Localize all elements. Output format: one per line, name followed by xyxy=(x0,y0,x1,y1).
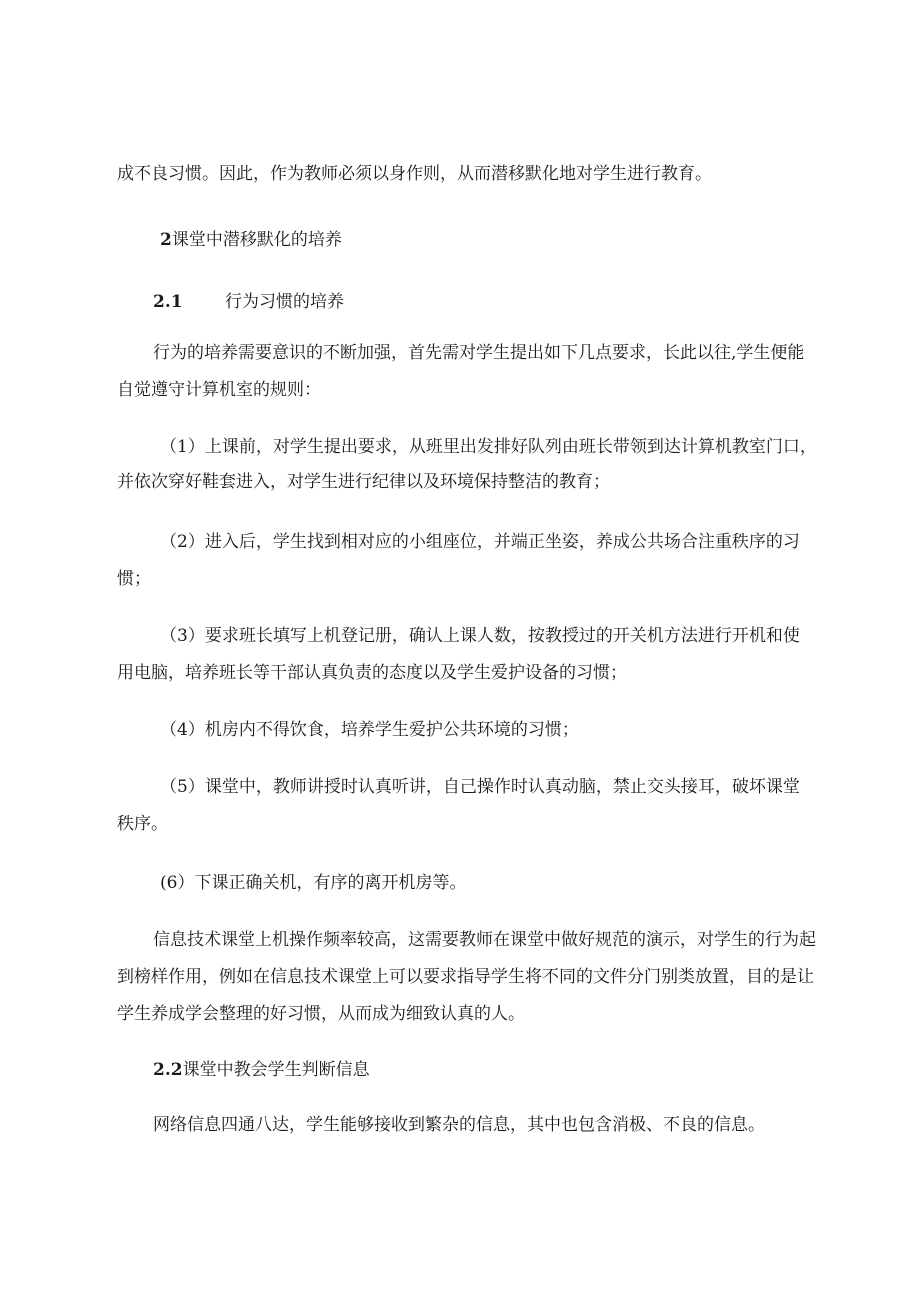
section-heading-2 xyxy=(160,228,342,252)
section-number: 2 xyxy=(160,230,172,250)
paragraph-demo-line: 学生养成学会整理的好习惯，从而成为细致认真的人。 xyxy=(117,1004,525,1024)
section-number: 2.2 xyxy=(153,1060,183,1080)
section-title: 课堂中潜移默化的培养 xyxy=(171,230,342,250)
section-heading-2-2 xyxy=(153,1058,370,1082)
list-item-6-line: (6）下课正确关机，有序的离开机房等。 xyxy=(160,873,467,893)
list-item-1-line: 并依次穿好鞋套进入，对学生进行纪律以及环境保持整洁的教育； xyxy=(117,472,610,492)
section-title: 行为习惯的培养 xyxy=(225,292,344,312)
list-item-2-line: 惯； xyxy=(117,569,151,589)
list-item-2-line: （2）进入后，学生找到相对应的小组座位，并端正坐姿，养成公共场合注重秩序的习 xyxy=(160,532,800,552)
section-number: 2.1 xyxy=(153,292,183,312)
list-item-4-line: （4）机房内不得饮食，培养学生爱护公共环境的习惯； xyxy=(160,720,579,740)
section-title: 课堂中教会学生判断信息 xyxy=(182,1060,370,1080)
paragraph-behavior-line: 自觉遵守计算机室的规则： xyxy=(117,380,321,400)
paragraph-continued: 成不良习惯。因此，作为教师必须以身作则，从而潜移默化地对学生进行教育。 xyxy=(117,164,712,184)
paragraph-demo-line: 到榜样作用，例如在信息技术课堂上可以要求指导学生将不同的文件分门别类放置，目的是让 xyxy=(117,967,814,987)
list-item-5-line: 秩序。 xyxy=(117,814,168,834)
list-item-5-line: （5）课堂中，教师讲授时认真听讲，自己操作时认真动脑，禁止交头接耳，破坏课堂 xyxy=(160,777,800,797)
section-heading-2-1 xyxy=(153,290,344,314)
paragraph-demo-line: 信息技术课堂上机操作频率较高，这需要教师在课堂中做好规范的演示，对学生的行为起 xyxy=(153,930,816,950)
list-item-3-line: （3）要求班长填写上机登记册，确认上课人数，按教授过的开关机方法进行开机和使 xyxy=(160,626,800,646)
list-item-1-line: （1）上课前，对学生提出要求，从班里出发排好队列由班长带领到达计算机教室门口， xyxy=(160,437,817,457)
paragraph-network-line: 网络信息四通八达，学生能够接收到繁杂的信息，其中也包含消极、不良的信息。 xyxy=(153,1115,765,1135)
list-item-3-line: 用电脑，培养班长等干部认真负责的态度以及学生爱护设备的习惯； xyxy=(117,663,627,683)
paragraph-behavior-line: 行为的培养需要意识的不断加强，首先需对学生提出如下几点要求，长此以往,学生便能 xyxy=(153,343,805,363)
